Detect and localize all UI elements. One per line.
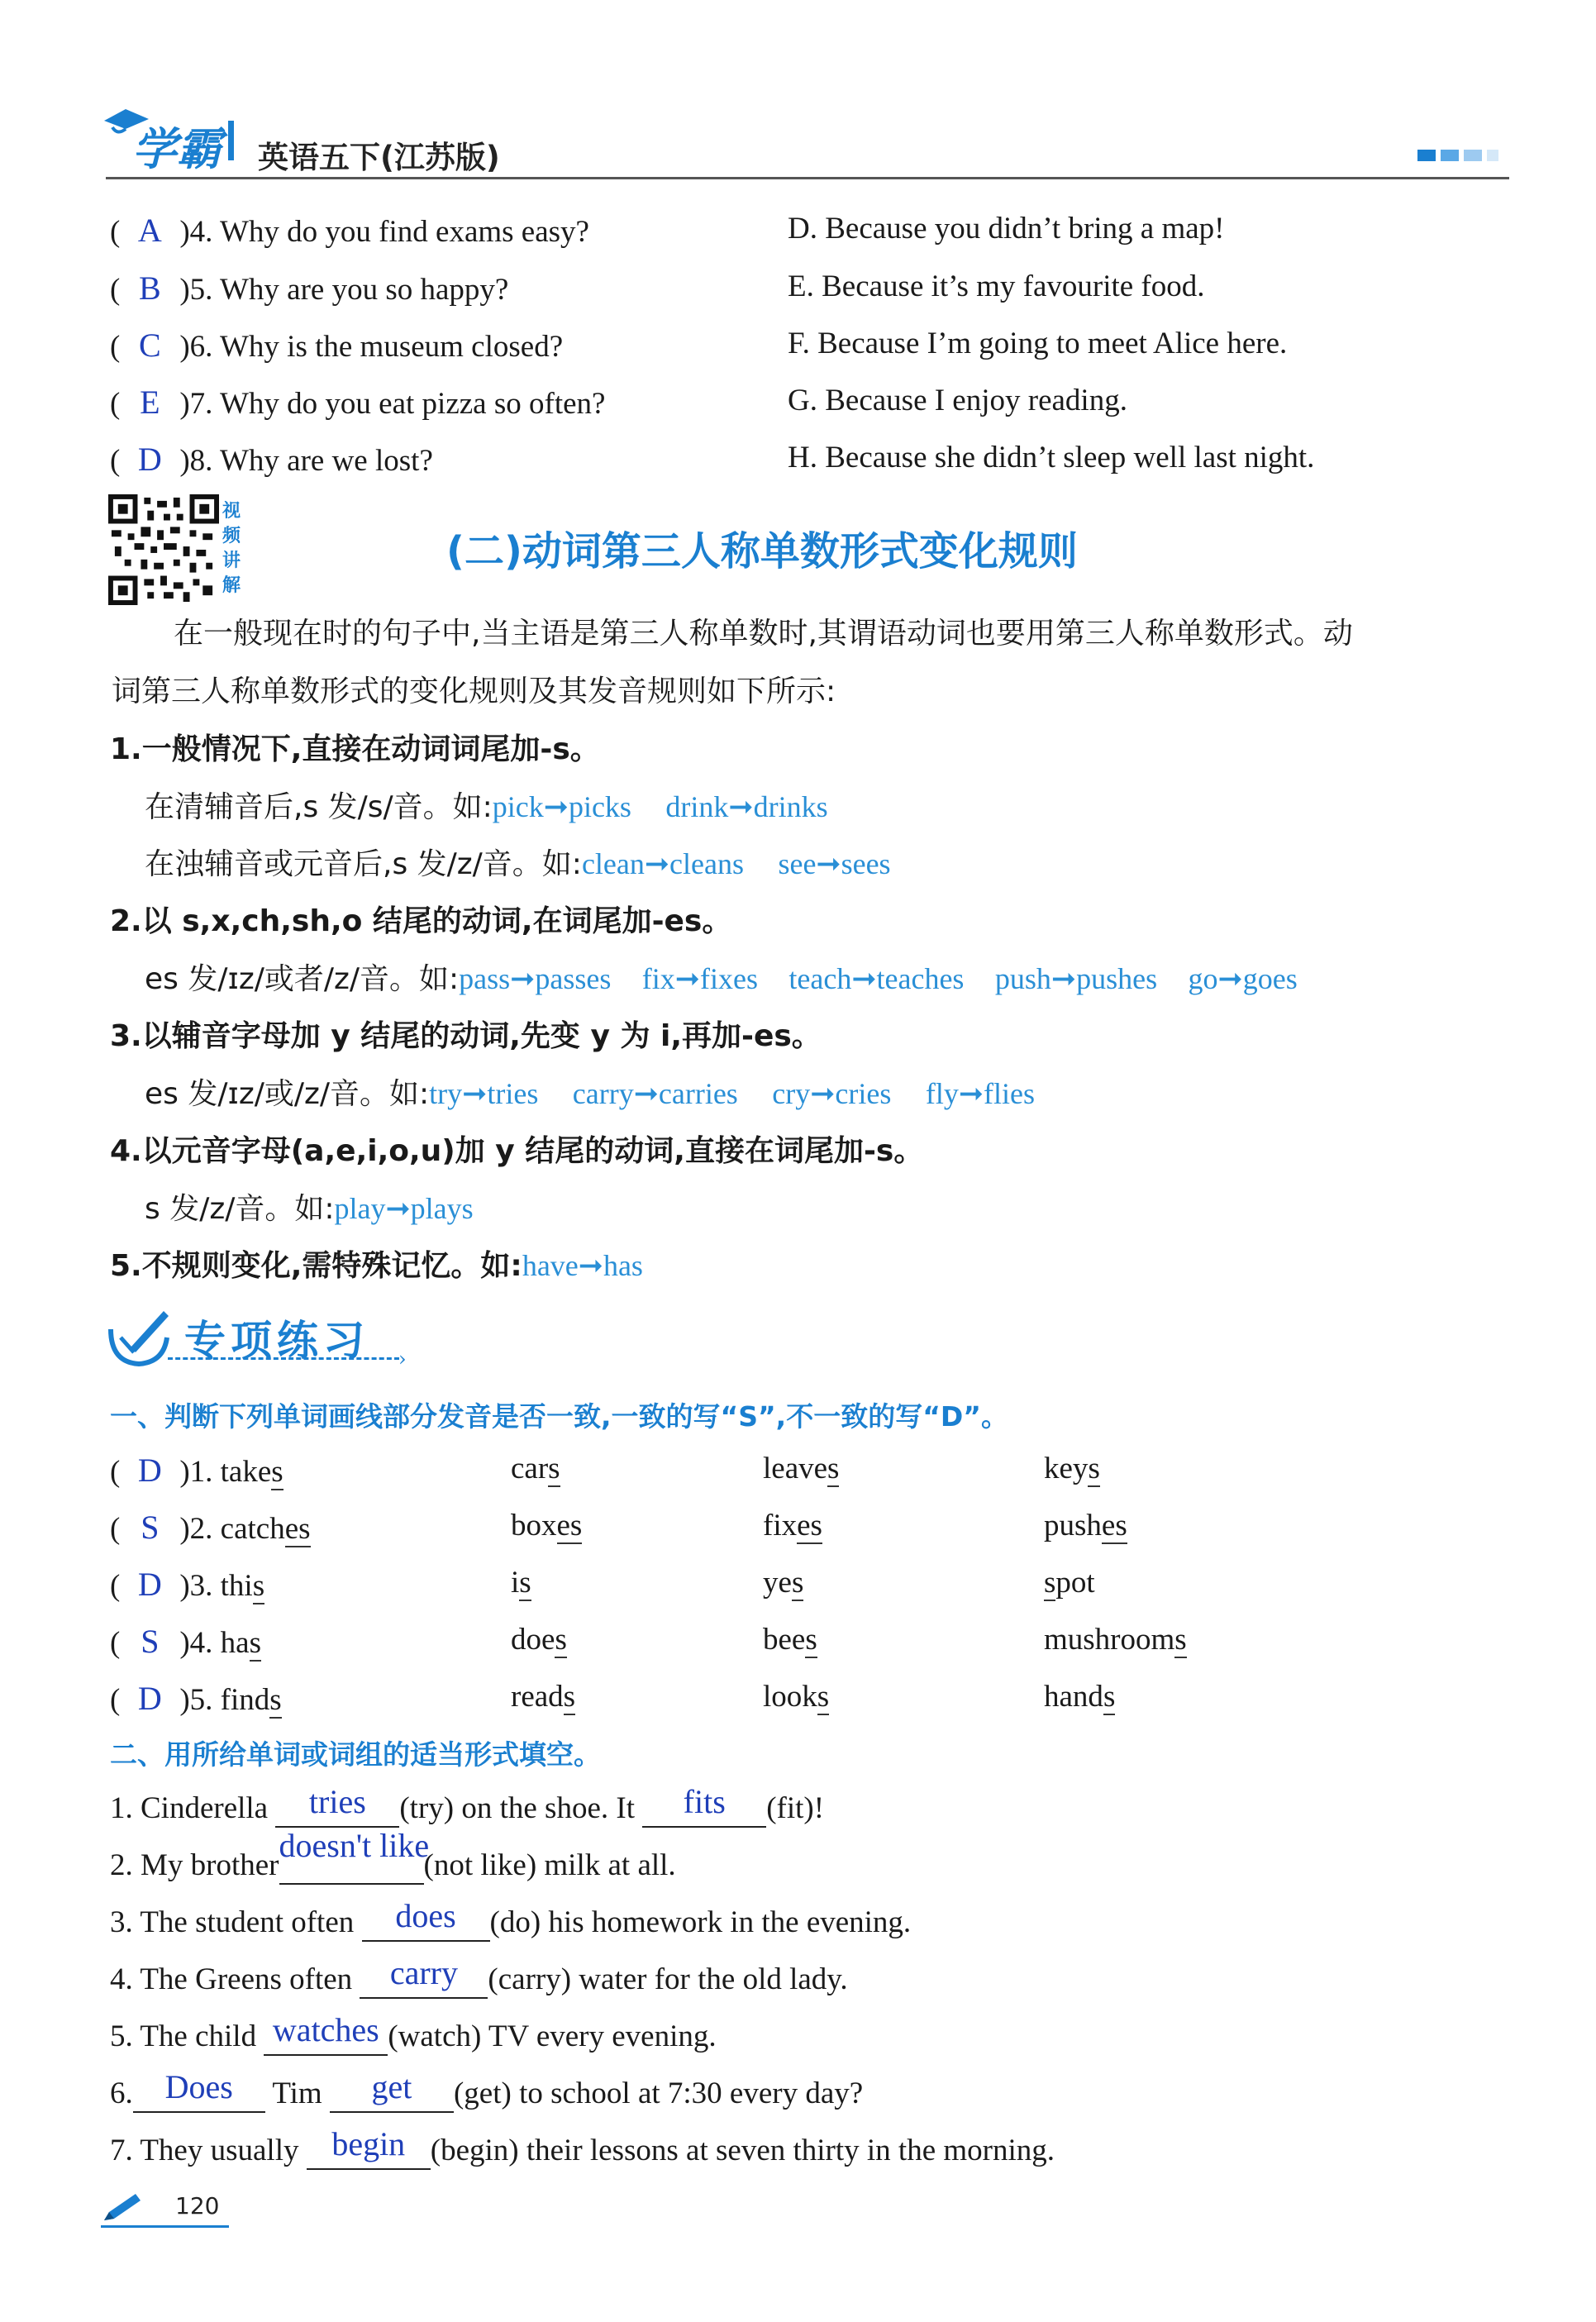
fill-sentence-3: 3. The student often does (do) his homework in the evening. — [110, 1901, 911, 1942]
matching-option: G. Because I enjoy reading. — [788, 384, 1127, 417]
part1-title: 一、判断下列单词画线部分发音是否一致,一致的写“S”,不一致的写“D”。 — [110, 1400, 1008, 1433]
arrow-icon: ➞ — [543, 790, 569, 824]
header-rule — [106, 177, 1509, 179]
word: looks — [763, 1680, 830, 1714]
answer-blank: get — [330, 2072, 454, 2113]
matching-question: ( C )6. Why is the museum closed? — [110, 327, 564, 364]
pencil-icon — [101, 2191, 144, 2224]
page-number: 120 — [175, 2192, 220, 2219]
matching-question: ( B )5. Why are you so happy? — [110, 269, 509, 307]
rule-5: 5.不规则变化,需特殊记忆。如:have➞has — [110, 1249, 643, 1283]
answer-handwritten: S — [141, 1623, 160, 1660]
answer-blank: watches — [264, 2015, 388, 2056]
answer-blank: does — [362, 1901, 490, 1942]
fill-sentence-4: 4. The Greens often carry (carry) water for the old lady. — [110, 1958, 848, 1999]
matching-option: D. Because you didn’t bring a map! — [788, 212, 1225, 246]
practice-banner-text: 专项练习 — [184, 1317, 369, 1365]
part1-row: ( D )1. takes — [110, 1452, 283, 1489]
word: yes — [763, 1566, 804, 1600]
word: has — [220, 1626, 261, 1660]
word: fixes — [763, 1509, 822, 1542]
fill-sentence-1: 1. Cinderella tries (try) on the shoe. It fits (fit)! — [110, 1787, 824, 1828]
word: pushes — [1044, 1509, 1127, 1542]
rule-3-examples: es 发/ɪz/或/z/音。如:try➞tries carry➞carries cry➞cries fly➞flies — [145, 1077, 1035, 1111]
answer-blank: Does — [133, 2072, 265, 2113]
answer-blank: begin — [307, 2129, 431, 2170]
qr-label: 视 频 讲 解 — [222, 501, 241, 596]
matching-option: H. Because she didn’t sleep well last night. — [788, 441, 1315, 474]
answer-handwritten: S — [141, 1509, 160, 1546]
answer-handwritten: D — [137, 441, 162, 478]
banner-dashed-line — [168, 1357, 399, 1360]
rule-1-voiceless: 在清辅音后,s 发/s/音。如:pick➞picks drink➞drinks — [145, 790, 828, 824]
answer-blank: carry — [360, 1958, 488, 1999]
matching-option: F. Because I’m going to meet Alice here. — [788, 327, 1288, 360]
word: cars — [511, 1452, 560, 1485]
qr-code-icon — [107, 494, 220, 605]
arrow-icon: ➞ — [728, 790, 754, 824]
qr-code[interactable] — [107, 494, 220, 605]
matching-question: ( A )4. Why do you find exams easy? — [110, 212, 589, 249]
chevron-right-icon: › — [398, 1347, 407, 1371]
word: boxes — [511, 1509, 583, 1542]
word: this — [220, 1569, 265, 1603]
rule-4-title: 4.以元音字母(a,e,i,o,u)加 y 结尾的动词,直接在词尾加-s。 — [110, 1134, 924, 1168]
arrow-icon: ➞ — [816, 847, 841, 881]
part1-row: ( D )5. finds — [110, 1680, 282, 1717]
footer-rule — [101, 2225, 229, 2228]
part1-row: ( D )3. this — [110, 1566, 265, 1603]
intro-paragraph-line1: 在一般现在时的句子中,当主语是第三人称单数时,其谓语动词也要用第三人称单数形式。动 — [174, 617, 1353, 651]
answer-handwritten: D — [137, 1680, 162, 1717]
word: keys — [1044, 1452, 1100, 1485]
fill-sentence-2: 2. My brotherdoesn't like(not like) milk at all. — [110, 1844, 676, 1885]
header-decor-squares — [1417, 149, 1498, 164]
answer-handwritten: D — [137, 1452, 162, 1489]
book-title: 英语五下(江苏版) — [258, 140, 500, 175]
word: leaves — [763, 1452, 840, 1485]
word: is — [511, 1566, 531, 1600]
page-footer — [101, 2182, 233, 2232]
word: bees — [763, 1623, 817, 1657]
answer-blank: tries — [275, 1787, 399, 1828]
fill-sentence-6: 6. Does Tim get (get) to school at 7:30 every day? — [110, 2072, 863, 2113]
fill-sentence-7: 7. They usually begin (begin) their lessons at seven thirty in the morning. — [110, 2129, 1055, 2170]
matching-question: ( D )8. Why are we lost? — [110, 441, 433, 478]
answer-handwritten: C — [138, 327, 161, 364]
section-title: (二)动词第三人称单数形式变化规则 — [446, 528, 1078, 575]
rule-1-title: 1.一般情况下,直接在动词词尾加-s。 — [110, 732, 600, 766]
rule-2-title: 2.以 s,x,ch,sh,o 结尾的动词,在词尾加-es。 — [110, 904, 732, 938]
word: hands — [1044, 1680, 1116, 1714]
intro-paragraph-line2: 词第三人称单数形式的变化规则及其发音规则如下所示: — [112, 675, 836, 708]
logo-divider — [228, 121, 234, 160]
word: does — [511, 1623, 567, 1657]
answer-handwritten: A — [137, 212, 162, 249]
answer-handwritten: E — [140, 384, 160, 421]
matching-option: E. Because it’s my favourite food. — [788, 269, 1205, 303]
answer-blank: doesn't like — [279, 1844, 424, 1885]
part1-row: ( S )2. catches — [110, 1509, 311, 1546]
answer-blank: fits — [642, 1787, 766, 1828]
rule-3-title: 3.以辅音字母加 y 结尾的动词,先变 y 为 i,再加-es。 — [110, 1019, 822, 1053]
matching-question: ( E )7. Why do you eat pizza so often? — [110, 384, 606, 421]
part1-row: ( S )4. has — [110, 1623, 261, 1660]
word: spot — [1044, 1566, 1095, 1600]
answer-handwritten: D — [137, 1566, 162, 1603]
part2-title: 二、用所给单词或词组的适当形式填空。 — [110, 1738, 601, 1771]
word: finds — [220, 1683, 282, 1717]
fill-sentence-5: 5. The child watches (watch) TV every evening. — [110, 2015, 717, 2056]
word: catches — [220, 1512, 311, 1546]
rule-2-examples: es 发/ɪz/或者/z/音。如:pass➞passes fix➞fixes teach➞teaches push➞pushes go➞goes — [145, 962, 1298, 996]
word: takes — [220, 1455, 283, 1489]
rule-4-examples: s 发/z/音。如:play➞plays — [145, 1192, 474, 1226]
rule-1-voiced: 在浊辅音或元音后,s 发/z/音。如:clean➞cleans see➞sees — [145, 847, 891, 881]
arrow-icon: ➞ — [644, 847, 670, 881]
word: mushrooms — [1044, 1623, 1187, 1657]
word: reads — [511, 1680, 576, 1714]
logo-text: 学霸 — [132, 123, 222, 175]
pen-book-icon — [106, 1304, 172, 1371]
practice-banner — [106, 1304, 412, 1371]
answer-handwritten: B — [138, 269, 161, 307]
